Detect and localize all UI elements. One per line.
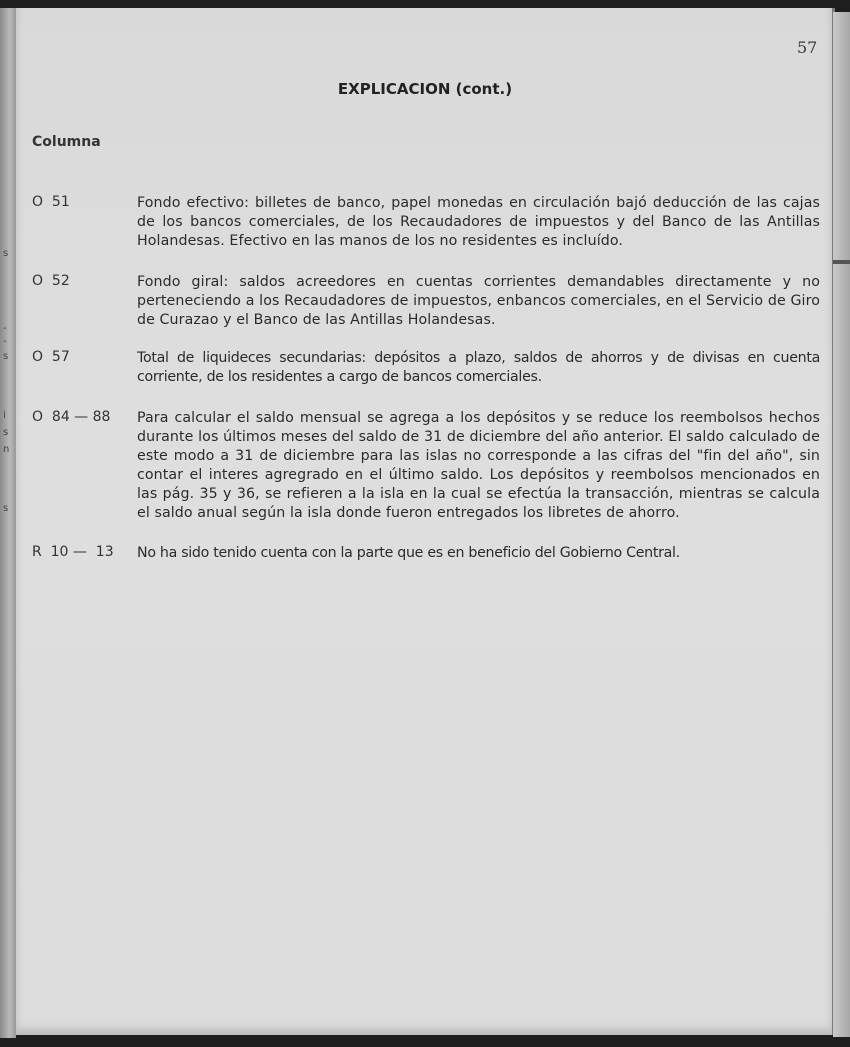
margin-fragment: s [3,503,9,514]
column-code: O 57 [32,349,70,365]
explanation-text: No ha sido tenido cuenta con la parte que es en beneficio del Gobierno Central. [137,545,680,561]
explanation-text: Total de liquideces secundarias: depósitos a plazo, saldos de ahorros y de divisas en cuenta corriente, de los residentes a cargo de bancos comerciales. [137,350,820,385]
page-number: 57 [797,38,818,57]
margin-fragment: s [3,351,9,362]
column-code: O 84 — 88 [32,409,111,425]
margin-fragment: - [3,336,7,347]
page-tab-marker [833,260,850,264]
stacked-page-edges [833,12,850,1037]
margin-fragment: i [3,410,6,421]
explanation-text: Para calcular el saldo mensual se agrega a los depósitos y se reduce los reembolsos hechos durante los últimos meses del saldo de 31 de diciembre del año anterior. El saldo calculado de este modo a 31 de diciembre para las islas no corresponde a las cifras del "fin del año", sin contar el interes agregrado en el último saldo. Los depósitos y reembolsos mencionados en las pág. 35 y 36, se refieren a la isla en la cual se efectúa la transacción, mientras se calcula el saldo anual según la isla donde fueron entregados los libretes de ahorro. [137,410,820,521]
margin-fragment: s [3,427,9,438]
margin-fragment: - [3,323,7,334]
margin-fragment: s [3,248,9,259]
margin-fragment: n [3,444,10,455]
column-code: R 10 — 13 [32,544,114,560]
column-code: O 52 [32,273,70,289]
column-heading: Columna [32,134,101,150]
page-title: EXPLICACION (cont.) [337,80,513,98]
column-code: O 51 [32,194,70,210]
explanation-text: Fondo efectivo: billetes de banco, papel monedas en circulación bajó deducción de las cajas de los bancos comerciales, de los Recaudadores de impuestos y del Banco de las Antillas Holandesas. Efectivo en las manos de los no residentes es incluído. [137,195,820,249]
explanation-text: Fondo giral: saldos acreedores en cuentas corrientes demandables directamente y no perteneciendo a los Recaudadores de impuestos, enbancos comerciales, en el Servicio de Giro de Curazao y el Banco de las Antillas Holandesas. [137,274,820,328]
